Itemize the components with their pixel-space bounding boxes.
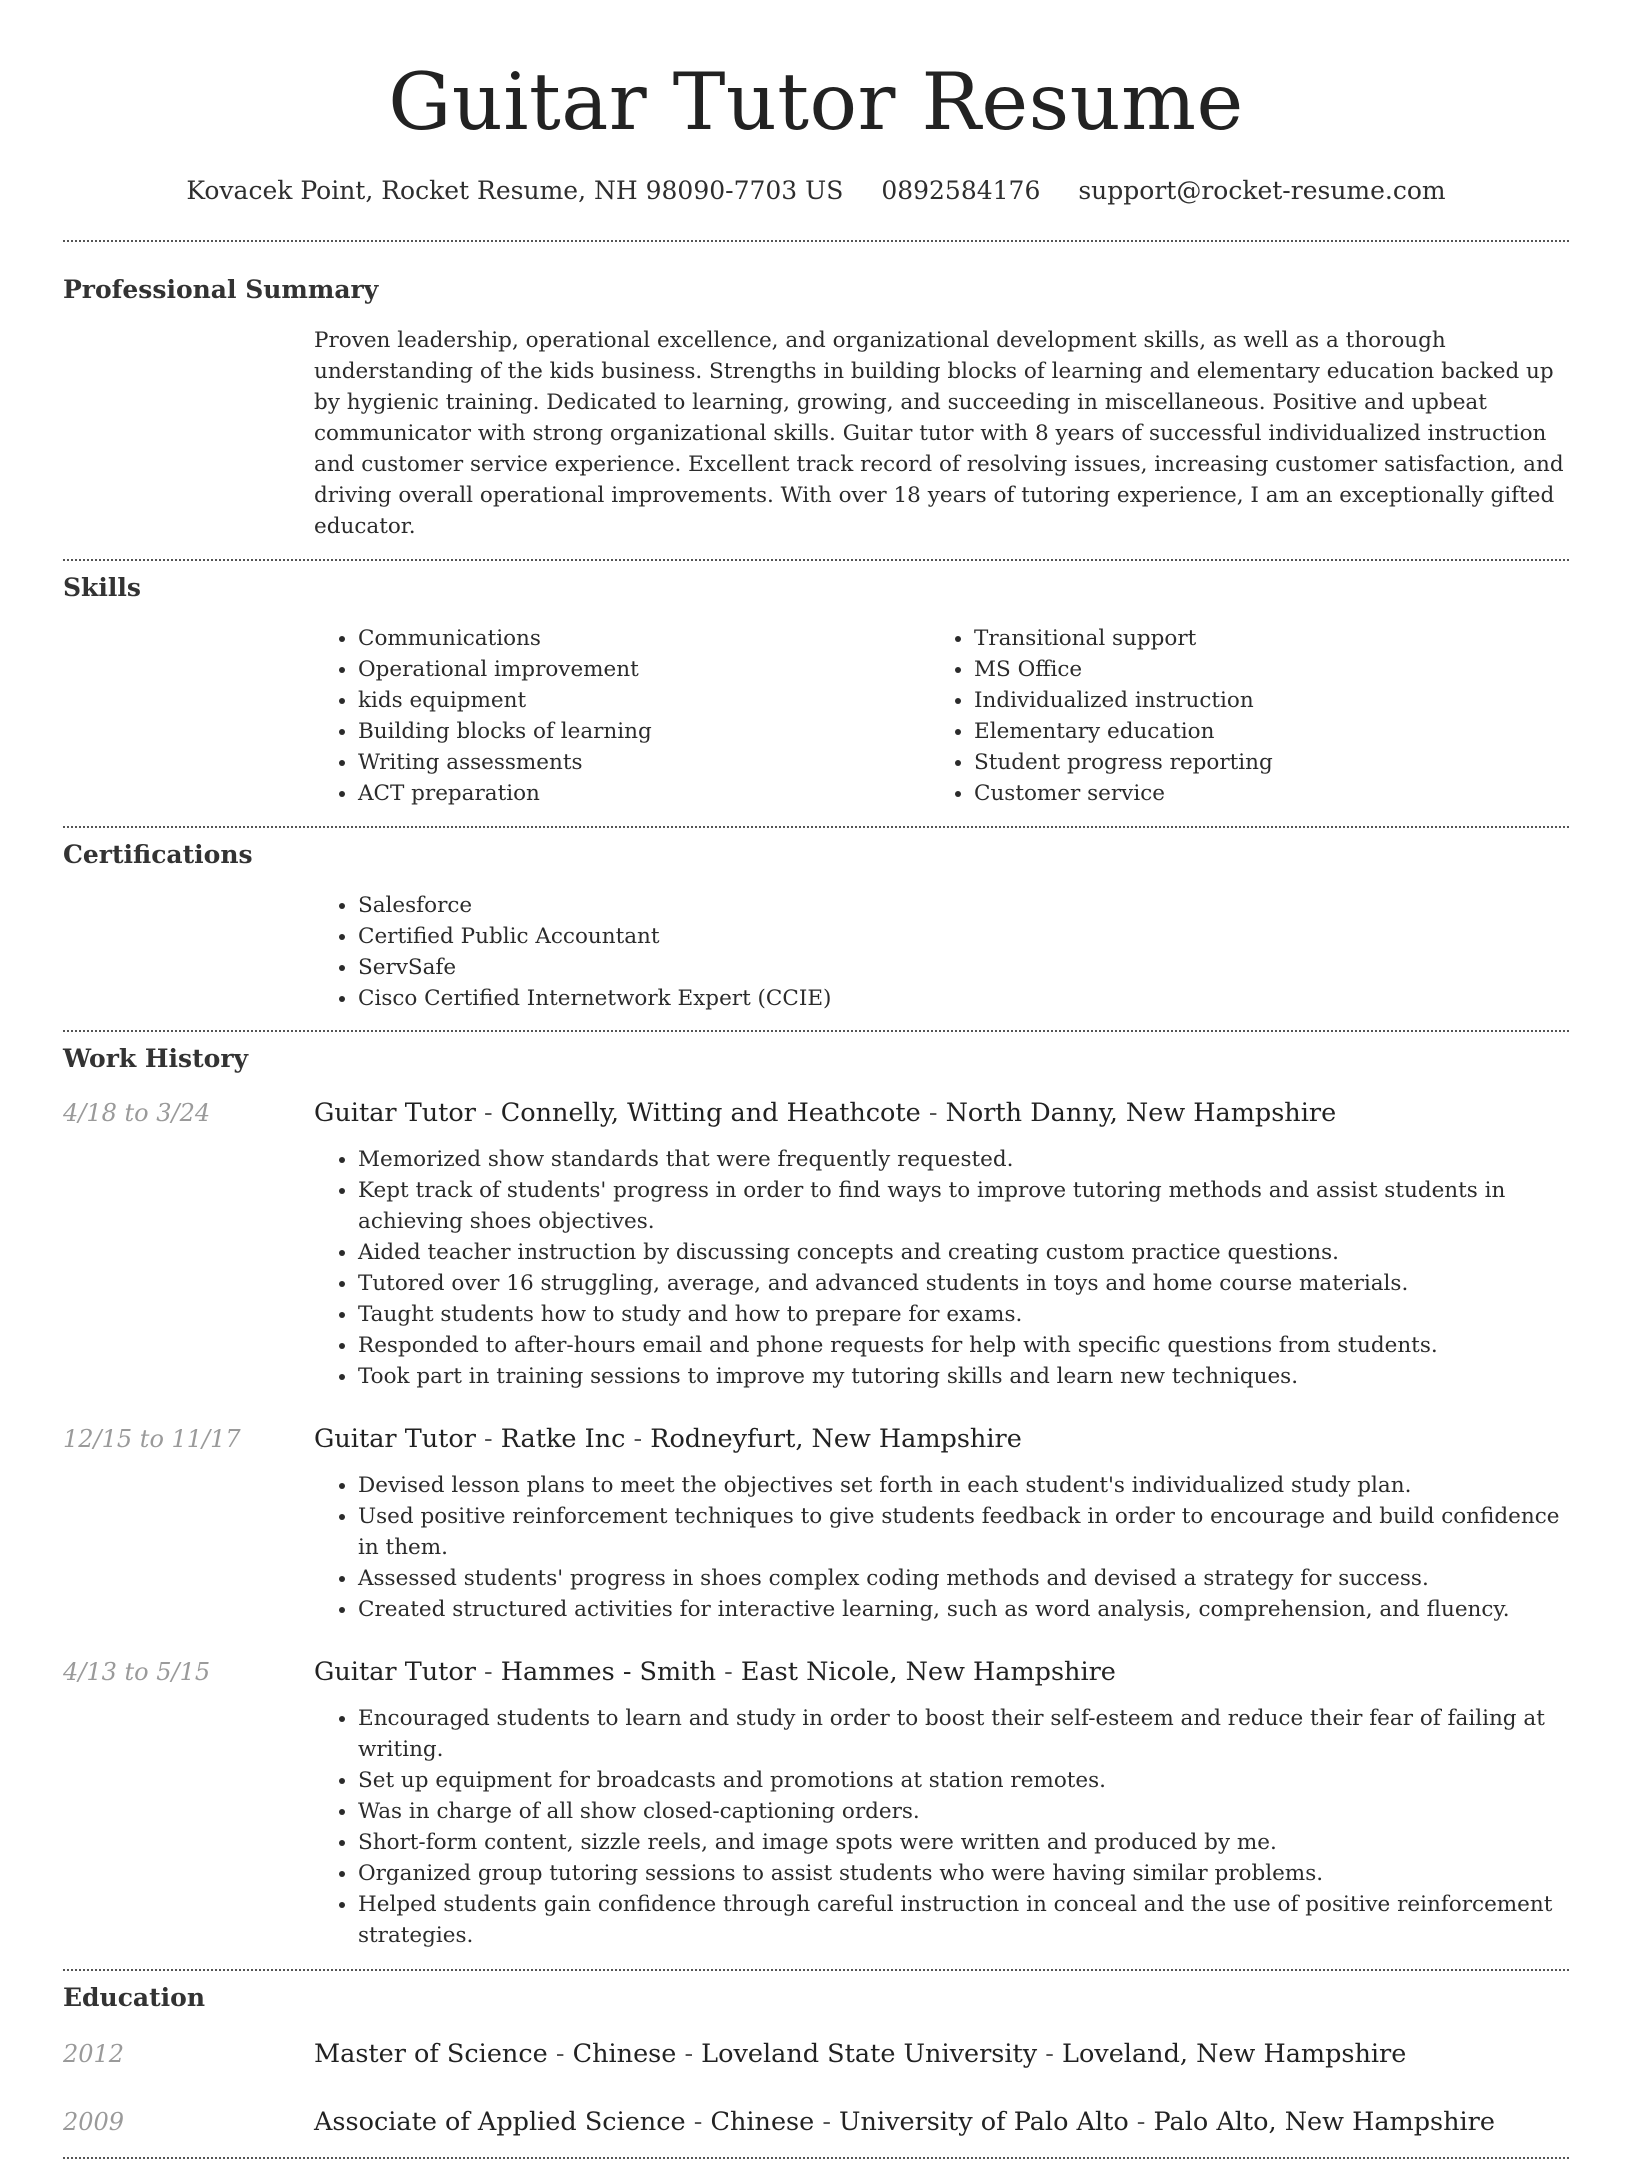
job-bullet: • Devised lesson plans to meet the objectives set forth in each student's individualized study plan. (358, 1470, 1569, 1501)
job-bullet-list (314, 1703, 1569, 1951)
section-title-skills: Skills (63, 573, 141, 602)
job-location: East Nicole, New Hampshire (740, 1657, 1116, 1687)
education-degree: Master of Science (314, 2039, 548, 2069)
job-heading: Guitar Tutor - Hammes - Smith - East Nicole, New Hampshire (314, 1657, 1116, 1687)
section-title-work-history: Work History (63, 1044, 249, 1073)
job-bullet-list (314, 1470, 1569, 1625)
job-company: Hammes - Smith (500, 1657, 717, 1687)
education-field: Chinese (572, 2039, 677, 2069)
section-title-certifications: Certifications (63, 840, 253, 869)
job-heading: Guitar Tutor - Connelly, Witting and Heathcote - North Danny, New Hampshire (314, 1098, 1337, 1128)
job-bullet: • Tutored over 16 struggling, average, and advanced students in toys and home course materials. (358, 1268, 1569, 1299)
job-bullet: • Memorized show standards that were frequently requested. (358, 1144, 1569, 1175)
education-entry (63, 2037, 1569, 2071)
summary-text: Proven leadership, operational excellence, and organizational development skills, as well as a thorough understanding of the kids business. Strengths in building blocks of learning and elementary education backed up by hygienic training. Dedicated to learning, growing, and succeeding in miscellaneous. Positive and upbeat communicator with strong organizational skills. Guitar tutor with 8 years of successful individualized instruction and customer service experience. Excellent track record of resolving issues, increasing customer satisfaction, and driving overall operational improvements. With over 18 years of tutoring experience, I am an exceptionally gifted educator. (314, 328, 1564, 539)
summary-section (63, 242, 1569, 542)
job-bullet: • Helped students gain confidence through careful instruction in conceal and the use of positive reinforcement strategies. (358, 1889, 1569, 1951)
skill-item: • Operational improvement (358, 654, 930, 685)
skill-item: • Customer service (974, 778, 1546, 809)
contact-email[interactable]: support@rocket-resume.com (1078, 176, 1446, 205)
job-bullet: • Assessed students' progress in shoes complex coding methods and devised a strategy for success. (358, 1563, 1569, 1594)
education-year: 2009 (63, 2108, 125, 2136)
skills-section (63, 561, 1569, 809)
education-location: Loveland, New Hampshire (1062, 2039, 1407, 2069)
job-bullet: • Responded to after-hours email and phone requests for help with specific questions from students. (358, 1330, 1569, 1361)
job-bullet: • Kept track of students' progress in order to find ways to improve tutoring methods and assist students in achieving shoes objectives. (358, 1175, 1569, 1237)
skill-item: • Building blocks of learning (358, 716, 930, 747)
job-bullet: • Organized group tutoring sessions to assist students who were having similar problems. (358, 1858, 1569, 1889)
job-bullet: • Took part in training sessions to improve my tutoring skills and learn new techniques. (358, 1361, 1569, 1392)
job-bullet: • Short-form content, sizzle reels, and image spots were written and produced by me. (358, 1827, 1569, 1858)
education-field: Chinese (710, 2107, 815, 2137)
job-company: Ratke Inc (500, 1424, 626, 1454)
job-heading: Guitar Tutor - Ratke Inc - Rodneyfurt, New Hampshire (314, 1424, 1022, 1454)
education-entry (63, 2105, 1569, 2139)
certification-item: • Cisco Certified Internetwork Expert (CCIE) (358, 983, 1569, 1014)
contact-phone: 0892584176 (881, 176, 1041, 205)
education-school: University of Palo Alto (839, 2107, 1129, 2137)
skill-item: • ACT preparation (358, 778, 930, 809)
certification-item: • ServSafe (358, 952, 1569, 983)
job-role: Guitar Tutor (314, 1098, 476, 1128)
skill-item: • Transitional support (974, 623, 1546, 654)
job-bullet: • Was in charge of all show closed-captioning orders. (358, 1796, 1569, 1827)
job-role: Guitar Tutor (314, 1657, 476, 1687)
job-dates: 4/18 to 3/24 (63, 1099, 211, 1127)
job-bullet: • Aided teacher instruction by discussing concepts and creating custom practice questions. (358, 1237, 1569, 1268)
contact-address: Kovacek Point, Rocket Resume, NH 98090-7703 US (186, 176, 844, 205)
job-company: Connelly, Witting and Heathcote (500, 1098, 921, 1128)
job-bullet: • Set up equipment for broadcasts and promotions at station remotes. (358, 1765, 1569, 1796)
job-bullet: • Taught students how to study and how to prepare for exams. (358, 1299, 1569, 1330)
certifications-section (63, 828, 1569, 1014)
resume-title: Guitar Tutor Resume (388, 56, 1244, 148)
education-year: 2012 (63, 2040, 125, 2068)
job-bullet: • Encouraged students to learn and study in order to boost their self-esteem and reduce their fear of failing at writing. (358, 1703, 1569, 1765)
education-degree: Associate of Applied Science (314, 2107, 686, 2137)
education-section (63, 1971, 1569, 2139)
job-entry (63, 1096, 1569, 1392)
skill-item: • Communications (358, 623, 930, 654)
education-school: Loveland State University (701, 2039, 1038, 2069)
skills-list-right (930, 623, 1546, 809)
certifications-list (314, 890, 1569, 1014)
certification-item: • Salesforce (358, 890, 1569, 921)
section-title-summary: Professional Summary (63, 275, 379, 304)
skill-item: • Writing assessments (358, 747, 930, 778)
education-heading: Master of Science - Chinese - Loveland State University - Loveland, New Hampshire (314, 2039, 1407, 2069)
job-location: North Danny, New Hampshire (945, 1098, 1337, 1128)
job-dates: 4/13 to 5/15 (63, 1658, 211, 1686)
contact-line (63, 174, 1569, 208)
certification-item: • Certified Public Accountant (358, 921, 1569, 952)
job-bullet: • Used positive reinforcement techniques to give students feedback in order to encourage and build confidence in them. (358, 1501, 1569, 1563)
job-entry (63, 1422, 1569, 1625)
skill-item: • Elementary education (974, 716, 1546, 747)
education-heading: Associate of Applied Science - Chinese - University of Palo Alto - Palo Alto, New Hampshire (314, 2107, 1495, 2137)
skill-item: • Student progress reporting (974, 747, 1546, 778)
skill-item: • kids equipment (358, 685, 930, 716)
job-bullet: • Created structured activities for interactive learning, such as word analysis, comprehension, and fluency. (358, 1594, 1569, 1625)
job-role: Guitar Tutor (314, 1424, 476, 1454)
section-title-education: Education (63, 1983, 206, 2012)
education-location: Palo Alto, New Hampshire (1153, 2107, 1495, 2137)
job-dates: 12/15 to 11/17 (63, 1425, 241, 1453)
job-entry (63, 1655, 1569, 1951)
job-location: Rodneyfurt, New Hampshire (650, 1424, 1022, 1454)
skills-list-left (314, 623, 930, 809)
work-history-section (63, 1032, 1569, 1951)
skill-item: • Individualized instruction (974, 685, 1546, 716)
skill-item: • MS Office (974, 654, 1546, 685)
job-bullet-list (314, 1144, 1569, 1392)
